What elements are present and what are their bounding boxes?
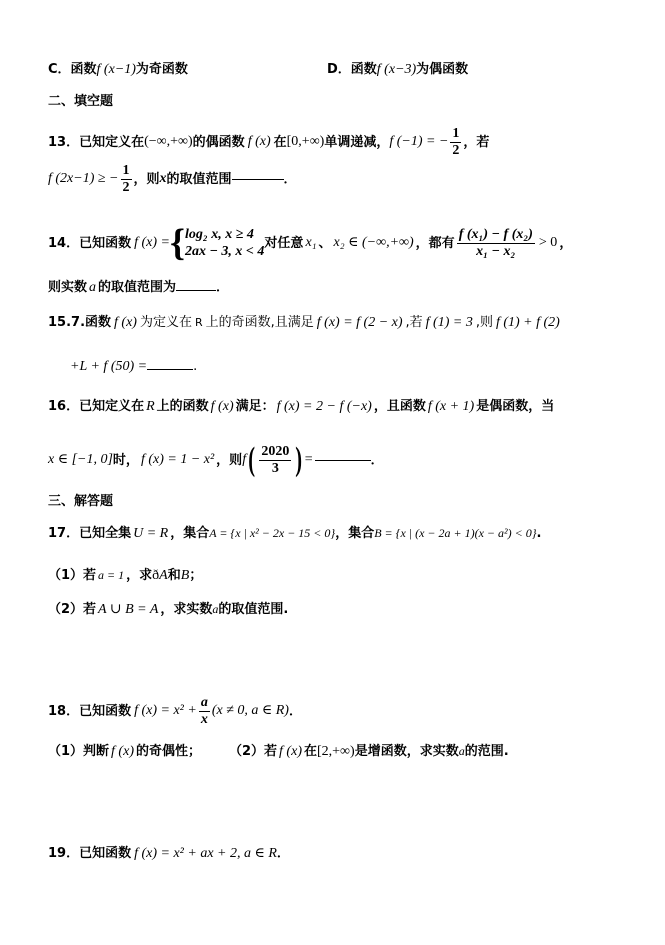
q15-sum: f (1) + f (2) [495,315,560,330]
q13-text-7: 的取值范围 [166,171,232,187]
option-c-label: C．函数 [48,62,97,77]
q15-text-5: ,则 [475,315,493,330]
q16-fx: f (x) [210,399,234,414]
q17-p2-label: （2）若 [48,602,97,617]
question-14-line1 [48,222,572,264]
q18-p2-a: a [458,744,465,758]
q15-fx: f (x) [114,315,137,330]
q13-half-2 [121,163,132,195]
q13-text-1: 13．已知定义在 [48,134,145,150]
q14-frac-den: x₁ − x₂ [476,243,516,259]
question-17-line1 [48,527,541,541]
q16-text-3: 满足： [235,399,275,414]
q17-end: . [536,526,542,541]
q18-p1-fx: f (x) [111,744,134,759]
q17-p1-B: B [180,568,190,583]
q14-case-1: log₂ x, x ≥ 4 [184,226,254,242]
q15-text-4: ,若 [405,315,423,330]
q13-text-6: ，则 [133,171,160,187]
q14-text-3: 、 [318,235,332,251]
q14-a: a [89,280,97,295]
option-c-tail: 为奇函数 [135,62,188,77]
question-14-line2 [48,281,229,295]
question-19 [48,847,290,861]
q16-text-6: 时， [112,452,139,468]
q13-answer-blank [232,178,284,180]
q16-fx1: f (x + 1) [427,399,475,414]
q13-condition: f (−1) = − [389,134,449,149]
q18-text-1: 18．已知函数 [48,703,132,719]
option-d-label: D．函数 [327,62,377,77]
question-17-part2 [48,603,288,617]
q16-answer-blank [315,459,371,461]
question-18-line1 [48,693,302,729]
q13-half2-den: 2 [122,179,130,195]
q13-fx: f (x) [247,134,271,149]
q16-eq2: f (x) = 1 − x² [140,452,215,467]
q14-case-2: 2ax − 3, x < 4 [184,244,265,259]
q16-text-1: 16．已知定义在 [48,399,145,414]
q13-half-den: 2 [452,142,460,158]
option-d-math: f (x−3) [376,62,417,77]
q16-fraction [259,444,291,476]
q17-set-B: B = {x | (x − 2a + 1)(x − a²) < 0} [374,526,537,540]
q16-f: f [242,452,247,467]
option-d [327,63,468,77]
q15-f1: f (1) = 3 [425,315,473,330]
q16-equals: = [304,452,313,467]
q14-answer-blank [176,289,216,291]
q17-set-A: A = {x | x² − 2x − 15 < 0} [209,526,336,540]
q13-inequality: f (2x−1) ≥ − [48,171,119,186]
q15-sum-tail: +L + f (50) = [70,359,148,374]
q16-R: R [146,399,155,414]
q16-text-4: ，且函数 [373,399,426,414]
q16-domain: x ∈ [−1, 0] [48,452,113,467]
q14-text-2: 对任意 [264,235,304,251]
q15-text-3: 上的奇函数,且满足 [205,315,314,330]
q18-p2-end: 的范围. [464,744,509,759]
q18-p2-interval: [2,+∞) [317,744,355,759]
q17-p1-a: a = 1 [98,568,125,582]
q13-interval: [0,+∞) [286,134,325,149]
option-c [48,63,188,77]
q15-answer-blank [147,368,193,370]
q14-brace: { [169,222,185,264]
q13-text-4: 单调递减， [324,134,390,150]
option-d-tail: 为偶函数 [416,62,469,77]
q18-condition: (x ≠ 0, a ∈ R) [211,703,289,718]
q18-p1-text: 的奇偶性； [135,744,201,759]
question-15-line1 [48,316,560,330]
q16-end: ． [370,452,384,468]
q17-p1-end: ； [189,568,203,583]
q18-end: ． [288,703,302,719]
question-13-line1 [48,127,489,157]
q17-p1-and: 和 [167,568,181,583]
q15-R: R [194,316,203,329]
q18-p2-fx: f (x) [279,744,302,759]
q17-p2-text: ，求实数 [160,602,213,617]
q18-frac-num: a [200,695,208,711]
q17-text-1: 17．已知全集 [48,526,132,541]
q16-frac-num: 2020 [261,444,290,460]
q14-text-5: ， [559,235,573,251]
q13-end: ． [283,171,297,187]
section-fill-in-title: 二、填空题 [48,94,114,109]
q16-paren-left: ( [248,441,256,478]
q14-gt: > 0 [538,235,558,250]
q19-text-1: 19．已知函数 [48,846,132,861]
question-16-line2 [48,440,384,480]
q14-cases [185,226,264,261]
q15-text-2: 为定义在 [139,315,192,330]
q13-x: x [159,171,167,186]
q13-text-2: 的偶函数 [192,134,245,150]
q17-complement: ð [152,568,160,583]
q16-text-7: ，则 [216,452,243,468]
q13-text-3: 在 [273,134,287,150]
q15-eq: f (x) = f (2 − x) [316,315,403,330]
q18-fx: f (x) = x² + [134,703,197,718]
q17-p1-A: A [159,568,168,583]
q14-x1: x₁ [305,235,317,250]
q16-text-2: 上的函数 [156,399,209,414]
q14-x2: x₂ ∈ (−∞,+∞) [333,235,414,250]
q18-p1-label: （1）判断 [48,744,110,759]
q13-half-num: 1 [452,126,460,142]
q13-half2-num: 1 [122,163,130,179]
q17-p2-union: A ∪ B = A [98,602,159,617]
q14-end: ． [216,280,230,295]
q14-text-7: 的取值范围为 [98,280,177,295]
q14-text-6: 则实数 [48,280,88,295]
q17-p2-a: a [212,602,219,616]
q15-end: . [193,359,198,374]
q18-fraction [199,695,210,727]
q17-text-3: ，集合 [335,526,375,541]
q14-text-4: ，都有 [415,235,455,251]
q19-fx: f (x) = x² + ax + 2, a ∈ R [134,846,277,861]
q16-frac-den: 3 [271,460,279,476]
option-c-math: f (x−1) [96,62,136,77]
q19-end: ． [276,846,290,861]
section-answer-title: 三、解答题 [48,494,114,509]
q14-text-1: 14．已知函数 [48,235,132,251]
q13-half [450,126,461,158]
question-13-line2 [48,164,297,194]
q17-U: U = R [133,526,169,541]
q18-p2-in: 在 [303,744,317,759]
q18-frac-den: x [200,711,208,727]
q17-p1-label: （1）若 [48,568,97,583]
q16-text-5: 是偶函数，当 [476,399,555,414]
question-18-parts [48,745,509,759]
q15-text-1: 15.7.函数 [48,315,112,330]
q17-p2-end: 的取值范围. [218,602,289,617]
q14-fraction [457,227,535,259]
question-15-line2 [70,360,197,374]
q14-frac-num: f (x₁) − f (x₂) [458,227,533,243]
q16-eq: f (x) = 2 − f (−x) [276,399,372,414]
question-17-part1 [48,569,202,583]
question-16-line1 [48,400,554,414]
q13-domain: (−∞,+∞) [144,134,193,149]
q17-text-2: ，集合 [170,526,210,541]
q18-p2-text: 是增函数，求实数 [354,744,459,759]
q18-p2-label: （2）若 [229,744,278,759]
q14-fx: f (x) = [134,235,170,250]
q13-text-5: ，若 [463,134,490,150]
q17-p1-text: ，求 [126,568,153,583]
q16-paren-right: ) [295,441,303,478]
